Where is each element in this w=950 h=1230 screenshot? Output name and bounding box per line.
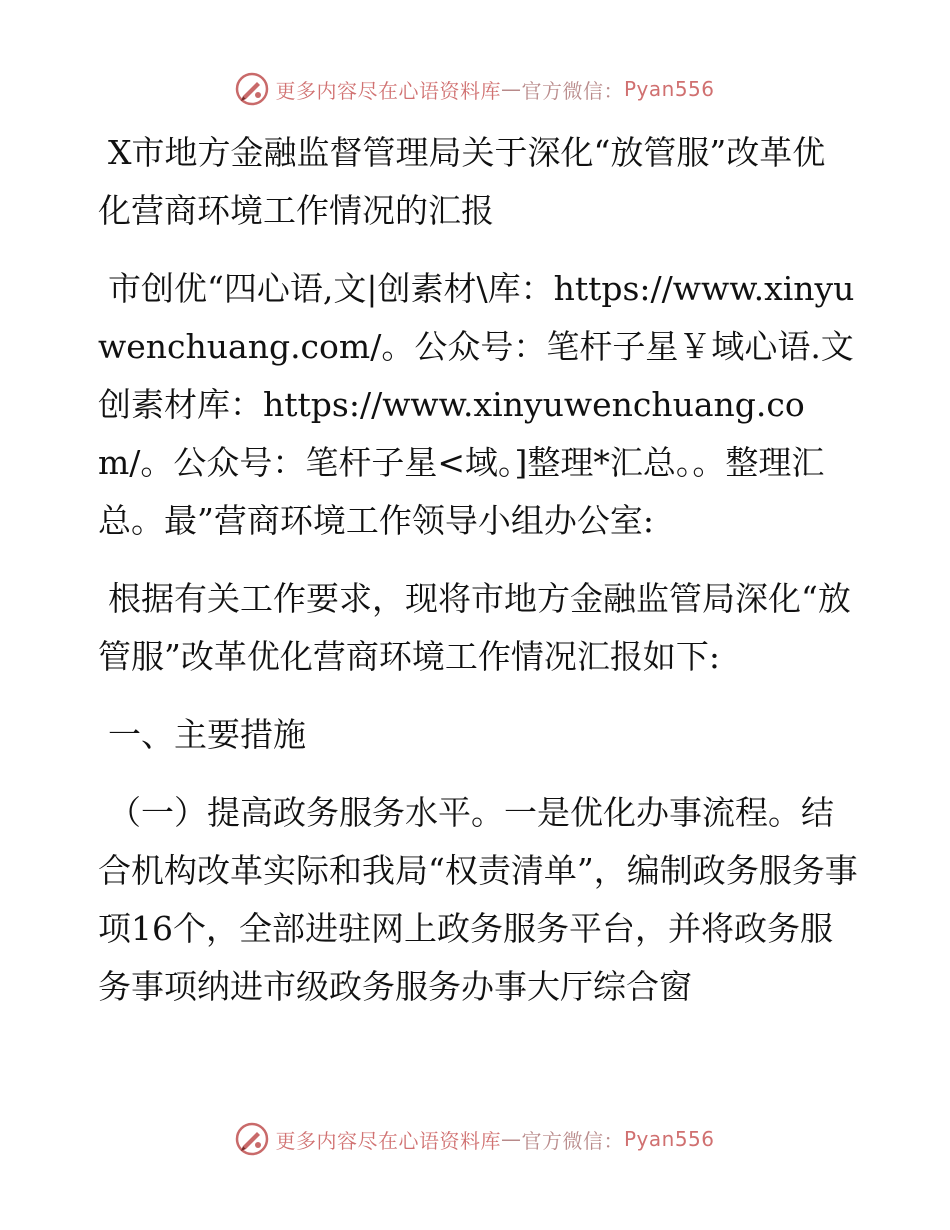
footer-banner [0, 1122, 950, 1156]
banner-wechat-id: Pyan556 [623, 1127, 715, 1151]
banner-dash: — [500, 77, 522, 101]
header-banner [0, 72, 950, 106]
intro-paragraph: 根据有关工作要求，现将市地方金融监管局深化“放管服”改革优化营商环境工作情况汇报如下: [98, 579, 851, 676]
banner-main-text: 更多内容尽在心语资料库 [275, 78, 501, 103]
banner-main-text: 更多内容尽在心语资料库 [275, 1128, 501, 1153]
section-heading: 一、主要措施 [108, 715, 306, 754]
banner-sub-text: 官方微信： [521, 1128, 624, 1153]
document-title: X市地方金融监督管理局关于深化“放管服”改革优化营商环境工作情况的汇报 [98, 133, 826, 230]
banner-dash: — [500, 1127, 522, 1151]
banner-wechat-id: Pyan556 [623, 77, 715, 101]
banner-sub-text: 官方微信： [521, 78, 624, 103]
document-body [98, 124, 858, 1016]
pen-logo-icon [235, 1122, 269, 1156]
addressee-paragraph: 市创优“四心语,文|创素材\库：https://www.xinyuwenchuang.com/。公众号：笔杆子星￥域心语.文创素材库：https://www.xinyuwenchuang.com/。公众号：笔杆子星<域。]整理*汇总。。整理汇总。最”营商环境工作领导小组办公室: [98, 269, 855, 540]
pen-logo-icon [235, 72, 269, 106]
section-body-paragraph: （一）提高政务服务水平。一是优化办事流程。结合机构改革实际和我局“权责清单”，编制政务服务事项16个，全部进驻网上政务服务平台，并将政务服务事项纳进市级政务服务办事大厅综合窗 [98, 793, 858, 1006]
